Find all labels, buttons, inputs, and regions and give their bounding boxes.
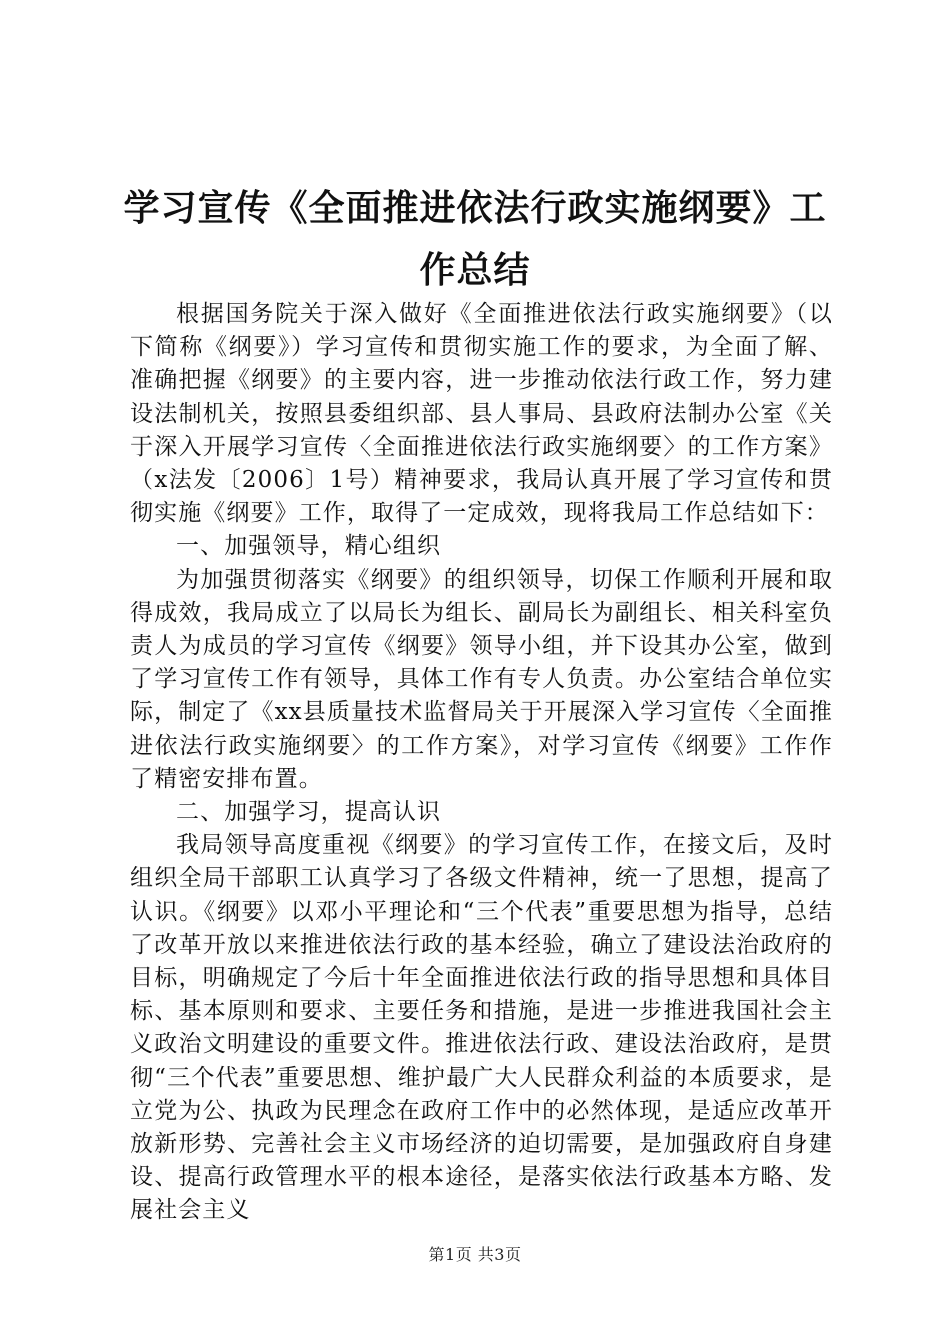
page-number-footer: 第1页 共3页 <box>428 1245 522 1264</box>
intro-paragraph: 根据国务院关于深入做好《全面推进依法行政实施纲要》（以下简称《纲要》）学习宣传和贯彻实施工作的要求，为全面了解、准确把握《纲要》的主要内容，进一步推动依法行政工作，努力建设法制机关，按照县委组织部、县人事局、县政府法制办公室《关于深入开展学习宣传〈全面推进依法行政实施纲要〉的工作方案》（x法发〔2006〕1号）精神要求，我局认真开展了学习宣传和贯彻实施《纲要》工作，取得了一定成效，现将我局工作总结如下： <box>130 301 833 527</box>
document-body <box>130 298 833 1228</box>
section-2-paragraph: 我局领导高度重视《纲要》的学习宣传工作，在接文后，及时组织全局干部职工认真学习了各级文件精神，统一了思想，提高了认识。《纲要》以邓小平理论和“三个代表”重要思想为指导，总结了改革开放以来推进依法行政的基本经验，确立了建设法治政府的目标，明确规定了今后十年全面推进依法行政的指导思想和具体目标、基本原则和要求、主要任务和措施，是进一步推进我国社会主义政治文明建设的重要文件。推进依法行政、建设法治政府，是贯彻“三个代表”重要思想、维护最广大人民群众利益的本质要求，是立党为公、执政为民理念在政府工作中的必然体现，是适应改革开放新形势、完善社会主义市场经济的迫切需要，是加强政府自身建设、提高行政管理水平的根本途径，是落实依法行政基本方略、发展社会主义 <box>130 832 833 1224</box>
document-title: 学习宣传《全面推进依法行政实施纲要》工作总结 <box>123 188 827 291</box>
section-heading-2: 二、加强学习，提高认识 <box>176 799 442 826</box>
section-1-paragraph: 为加强贯彻落实《纲要》的组织领导，切保工作顺利开展和取得成效，我局成立了以局长为组长、副局长为副组长、相关科室负责人为成员的学习宣传《纲要》领导小组，并下设其办公室，做到了学习宣传工作有领导，具体工作有专人负责。办公室结合单位实际，制定了《xx县质量技术监督局关于开展深入学习宣传〈全面推进依法行政实施纲要〉的工作方案》，对学习宣传《纲要》工作作了精密安排布置。 <box>130 566 833 792</box>
section-heading-1: 一、加强领导，精心组织 <box>176 533 442 560</box>
